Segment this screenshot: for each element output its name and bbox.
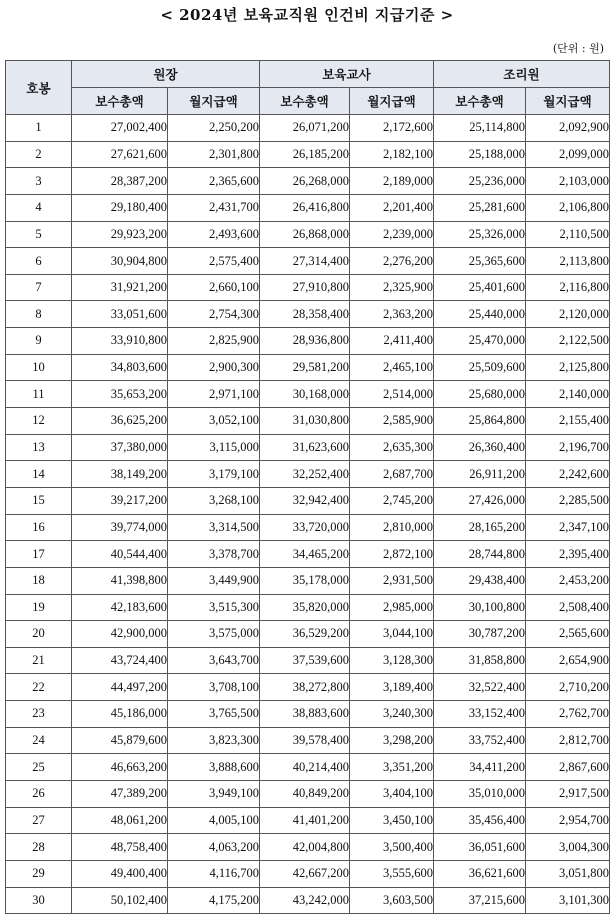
cell-teacher-monthly: 3,240,300: [350, 701, 434, 728]
cell-director-annual: 40,544,400: [72, 541, 168, 568]
cell-cook-annual: 35,456,400: [434, 807, 526, 834]
cell-teacher-annual: 32,252,400: [260, 461, 350, 488]
table-row: [6, 567, 610, 594]
cell-cook-annual: 30,100,800: [434, 594, 526, 621]
cell-director-annual: 30,904,800: [72, 248, 168, 275]
cell-step: 2: [6, 141, 72, 168]
cell-cook-monthly: 2,125,800: [526, 354, 610, 381]
cell-teacher-monthly: 2,411,400: [350, 328, 434, 355]
cell-director-monthly: 3,378,700: [168, 541, 260, 568]
cell-cook-annual: 25,236,000: [434, 168, 526, 195]
cell-director-monthly: 2,754,300: [168, 301, 260, 328]
cell-teacher-annual: 43,242,000: [260, 887, 350, 914]
cell-teacher-monthly: 3,189,400: [350, 674, 434, 701]
cell-director-monthly: 3,515,300: [168, 594, 260, 621]
cell-cook-monthly: 2,867,600: [526, 754, 610, 781]
cell-cook-monthly: 2,155,400: [526, 408, 610, 435]
cell-cook-annual: 35,010,000: [434, 781, 526, 808]
cell-cook-annual: 25,680,000: [434, 381, 526, 408]
table-row: [6, 807, 610, 834]
cell-cook-monthly: 2,103,000: [526, 168, 610, 195]
cell-step: 8: [6, 301, 72, 328]
cell-cook-annual: 25,114,800: [434, 115, 526, 142]
cell-director-monthly: 3,575,000: [168, 621, 260, 648]
cell-director-monthly: 2,493,600: [168, 221, 260, 248]
cell-director-annual: 36,625,200: [72, 408, 168, 435]
cell-cook-annual: 25,509,600: [434, 354, 526, 381]
cell-director-annual: 39,217,200: [72, 487, 168, 514]
cell-cook-annual: 36,621,600: [434, 860, 526, 887]
cell-cook-monthly: 2,196,700: [526, 434, 610, 461]
header-monthly-pay: 월지급액: [350, 88, 434, 115]
cell-cook-monthly: 3,051,800: [526, 860, 610, 887]
cell-cook-monthly: 2,242,600: [526, 461, 610, 488]
cell-director-monthly: 2,365,600: [168, 168, 260, 195]
cell-teacher-monthly: 2,201,400: [350, 194, 434, 221]
header-annual-total: 보수총액: [260, 88, 350, 115]
table-row: [6, 168, 610, 195]
cell-director-annual: 39,774,000: [72, 514, 168, 541]
cell-teacher-annual: 30,168,000: [260, 381, 350, 408]
cell-cook-monthly: 2,106,800: [526, 194, 610, 221]
table-row: [6, 381, 610, 408]
cell-step: 27: [6, 807, 72, 834]
cell-step: 19: [6, 594, 72, 621]
cell-teacher-annual: 38,272,800: [260, 674, 350, 701]
cell-teacher-annual: 34,465,200: [260, 541, 350, 568]
cell-director-monthly: 2,301,800: [168, 141, 260, 168]
cell-director-monthly: 2,250,200: [168, 115, 260, 142]
cell-teacher-annual: 37,539,600: [260, 647, 350, 674]
cell-director-monthly: 2,825,900: [168, 328, 260, 355]
cell-step: 20: [6, 621, 72, 648]
cell-teacher-monthly: 3,450,100: [350, 807, 434, 834]
cell-director-annual: 48,758,400: [72, 834, 168, 861]
cell-teacher-annual: 27,910,800: [260, 274, 350, 301]
cell-teacher-annual: 28,358,400: [260, 301, 350, 328]
cell-step: 16: [6, 514, 72, 541]
table-row: [6, 461, 610, 488]
header-monthly-pay: 월지급액: [526, 88, 610, 115]
table-row: [6, 887, 610, 914]
cell-teacher-annual: 35,820,000: [260, 594, 350, 621]
cell-director-annual: 42,183,600: [72, 594, 168, 621]
cell-cook-monthly: 2,099,000: [526, 141, 610, 168]
table-row: [6, 647, 610, 674]
cell-teacher-monthly: 2,363,200: [350, 301, 434, 328]
cell-teacher-monthly: 2,585,900: [350, 408, 434, 435]
cell-step: 6: [6, 248, 72, 275]
cell-director-annual: 41,398,800: [72, 567, 168, 594]
cell-teacher-monthly: 3,351,200: [350, 754, 434, 781]
cell-teacher-monthly: 3,044,100: [350, 621, 434, 648]
cell-teacher-monthly: 2,172,600: [350, 115, 434, 142]
unit-note: (단위 : 원): [552, 42, 604, 55]
table-row: [6, 541, 610, 568]
table-row: [6, 860, 610, 887]
cell-step: 11: [6, 381, 72, 408]
cell-director-monthly: 3,179,100: [168, 461, 260, 488]
cell-step: 7: [6, 274, 72, 301]
cell-teacher-annual: 27,314,400: [260, 248, 350, 275]
table-row: [6, 274, 610, 301]
cell-cook-annual: 25,440,000: [434, 301, 526, 328]
cell-cook-monthly: 2,654,900: [526, 647, 610, 674]
table-row: [6, 487, 610, 514]
table-row: [6, 754, 610, 781]
cell-teacher-monthly: 2,635,300: [350, 434, 434, 461]
header-monthly-pay: 월지급액: [168, 88, 260, 115]
table-row: [6, 194, 610, 221]
cell-cook-monthly: 2,917,500: [526, 781, 610, 808]
table-row: [6, 727, 610, 754]
cell-director-monthly: 2,431,700: [168, 194, 260, 221]
cell-step: 24: [6, 727, 72, 754]
cell-cook-annual: 25,401,600: [434, 274, 526, 301]
cell-director-annual: 31,921,200: [72, 274, 168, 301]
cell-cook-monthly: 2,113,800: [526, 248, 610, 275]
cell-cook-annual: 34,411,200: [434, 754, 526, 781]
cell-director-annual: 33,051,600: [72, 301, 168, 328]
cell-cook-monthly: 2,140,000: [526, 381, 610, 408]
cell-director-monthly: 4,175,200: [168, 887, 260, 914]
cell-teacher-annual: 33,720,000: [260, 514, 350, 541]
cell-step: 29: [6, 860, 72, 887]
cell-teacher-annual: 26,416,800: [260, 194, 350, 221]
header-group-cook: 조리원: [434, 61, 610, 88]
cell-teacher-monthly: 3,603,500: [350, 887, 434, 914]
cell-step: 10: [6, 354, 72, 381]
table-row: [6, 594, 610, 621]
cell-teacher-annual: 31,030,800: [260, 408, 350, 435]
table-row: [6, 514, 610, 541]
cell-step: 17: [6, 541, 72, 568]
cell-teacher-monthly: 2,239,000: [350, 221, 434, 248]
cell-director-annual: 27,002,400: [72, 115, 168, 142]
table-body: [6, 115, 610, 914]
table-row: [6, 248, 610, 275]
cell-cook-monthly: 2,710,200: [526, 674, 610, 701]
table-row: [6, 328, 610, 355]
cell-teacher-monthly: 2,931,500: [350, 567, 434, 594]
cell-director-annual: 27,621,600: [72, 141, 168, 168]
cell-cook-annual: 32,522,400: [434, 674, 526, 701]
cell-step: 14: [6, 461, 72, 488]
cell-director-annual: 33,910,800: [72, 328, 168, 355]
cell-teacher-monthly: 2,325,900: [350, 274, 434, 301]
cell-teacher-monthly: 3,500,400: [350, 834, 434, 861]
cell-director-annual: 37,380,000: [72, 434, 168, 461]
cell-teacher-monthly: 2,465,100: [350, 354, 434, 381]
cell-cook-monthly: 3,004,300: [526, 834, 610, 861]
cell-step: 22: [6, 674, 72, 701]
cell-director-annual: 43,724,400: [72, 647, 168, 674]
cell-cook-annual: 33,752,400: [434, 727, 526, 754]
cell-cook-annual: 36,051,600: [434, 834, 526, 861]
cell-cook-annual: 28,165,200: [434, 514, 526, 541]
salary-table: [5, 60, 610, 914]
cell-cook-monthly: 2,508,400: [526, 594, 610, 621]
cell-teacher-annual: 26,868,000: [260, 221, 350, 248]
cell-cook-annual: 37,215,600: [434, 887, 526, 914]
cell-teacher-monthly: 3,555,600: [350, 860, 434, 887]
cell-teacher-annual: 40,849,200: [260, 781, 350, 808]
cell-step: 21: [6, 647, 72, 674]
cell-step: 18: [6, 567, 72, 594]
cell-cook-annual: 25,281,600: [434, 194, 526, 221]
cell-director-monthly: 3,268,100: [168, 487, 260, 514]
cell-director-annual: 38,149,200: [72, 461, 168, 488]
cell-teacher-monthly: 2,276,200: [350, 248, 434, 275]
cell-director-monthly: 3,708,100: [168, 674, 260, 701]
cell-teacher-annual: 36,529,200: [260, 621, 350, 648]
cell-step: 15: [6, 487, 72, 514]
cell-teacher-monthly: 2,189,000: [350, 168, 434, 195]
cell-cook-monthly: 2,762,700: [526, 701, 610, 728]
header-row-sub: [6, 88, 610, 115]
cell-director-annual: 45,186,000: [72, 701, 168, 728]
cell-director-annual: 50,102,400: [72, 887, 168, 914]
table-row: [6, 434, 610, 461]
cell-cook-monthly: 2,092,900: [526, 115, 610, 142]
cell-director-monthly: 2,900,300: [168, 354, 260, 381]
cell-teacher-annual: 40,214,400: [260, 754, 350, 781]
cell-teacher-monthly: 2,985,000: [350, 594, 434, 621]
cell-director-annual: 28,387,200: [72, 168, 168, 195]
cell-step: 4: [6, 194, 72, 221]
table-header: [6, 61, 610, 115]
table-row: [6, 221, 610, 248]
cell-director-annual: 29,923,200: [72, 221, 168, 248]
cell-director-monthly: 2,575,400: [168, 248, 260, 275]
cell-cook-annual: 28,744,800: [434, 541, 526, 568]
cell-director-monthly: 3,314,500: [168, 514, 260, 541]
cell-director-monthly: 3,765,500: [168, 701, 260, 728]
cell-director-monthly: 3,052,100: [168, 408, 260, 435]
table-row: [6, 701, 610, 728]
cell-teacher-annual: 31,623,600: [260, 434, 350, 461]
cell-director-annual: 49,400,400: [72, 860, 168, 887]
cell-teacher-annual: 41,401,200: [260, 807, 350, 834]
cell-cook-annual: 33,152,400: [434, 701, 526, 728]
cell-teacher-annual: 42,004,800: [260, 834, 350, 861]
cell-teacher-annual: 28,936,800: [260, 328, 350, 355]
cell-director-monthly: 3,115,000: [168, 434, 260, 461]
table-row: [6, 354, 610, 381]
cell-director-annual: 42,900,000: [72, 621, 168, 648]
cell-cook-monthly: 2,453,200: [526, 567, 610, 594]
cell-teacher-annual: 39,578,400: [260, 727, 350, 754]
cell-director-annual: 29,180,400: [72, 194, 168, 221]
cell-teacher-monthly: 2,182,100: [350, 141, 434, 168]
cell-cook-annual: 26,911,200: [434, 461, 526, 488]
cell-director-monthly: 4,005,100: [168, 807, 260, 834]
cell-director-annual: 47,389,200: [72, 781, 168, 808]
cell-cook-annual: 25,326,000: [434, 221, 526, 248]
header-row-groups: [6, 61, 610, 88]
cell-cook-annual: 25,188,000: [434, 141, 526, 168]
cell-teacher-annual: 26,071,200: [260, 115, 350, 142]
cell-cook-monthly: 2,120,000: [526, 301, 610, 328]
cell-director-annual: 44,497,200: [72, 674, 168, 701]
header-annual-total: 보수총액: [72, 88, 168, 115]
cell-director-monthly: 3,643,700: [168, 647, 260, 674]
cell-teacher-monthly: 2,514,000: [350, 381, 434, 408]
table-row: [6, 115, 610, 142]
cell-teacher-annual: 29,581,200: [260, 354, 350, 381]
cell-teacher-annual: 42,667,200: [260, 860, 350, 887]
cell-teacher-annual: 38,883,600: [260, 701, 350, 728]
cell-cook-annual: 31,858,800: [434, 647, 526, 674]
cell-cook-monthly: 2,285,500: [526, 487, 610, 514]
table-row: [6, 834, 610, 861]
cell-teacher-monthly: 3,404,100: [350, 781, 434, 808]
cell-cook-annual: 25,470,000: [434, 328, 526, 355]
cell-cook-annual: 30,787,200: [434, 621, 526, 648]
cell-director-monthly: 3,823,300: [168, 727, 260, 754]
cell-director-monthly: 3,888,600: [168, 754, 260, 781]
table-row: [6, 141, 610, 168]
cell-director-annual: 46,663,200: [72, 754, 168, 781]
document-title: < 2024년 보육교직원 인건비 지급기준 >: [160, 6, 454, 24]
cell-director-annual: 34,803,600: [72, 354, 168, 381]
cell-cook-annual: 27,426,000: [434, 487, 526, 514]
cell-step: 5: [6, 221, 72, 248]
cell-step: 13: [6, 434, 72, 461]
cell-step: 12: [6, 408, 72, 435]
table-row: [6, 674, 610, 701]
cell-cook-monthly: 3,101,300: [526, 887, 610, 914]
cell-teacher-annual: 35,178,000: [260, 567, 350, 594]
cell-step: 26: [6, 781, 72, 808]
table-row: [6, 781, 610, 808]
cell-director-annual: 35,653,200: [72, 381, 168, 408]
cell-cook-monthly: 2,565,600: [526, 621, 610, 648]
header-group-teacher: 보육교사: [260, 61, 434, 88]
cell-director-monthly: 4,116,700: [168, 860, 260, 887]
cell-step: 23: [6, 701, 72, 728]
cell-cook-monthly: 2,116,800: [526, 274, 610, 301]
table-row: [6, 408, 610, 435]
cell-cook-monthly: 2,110,500: [526, 221, 610, 248]
header-group-director: 원장: [72, 61, 260, 88]
cell-cook-annual: 25,365,600: [434, 248, 526, 275]
cell-step: 25: [6, 754, 72, 781]
cell-cook-monthly: 2,347,100: [526, 514, 610, 541]
cell-director-monthly: 2,660,100: [168, 274, 260, 301]
cell-cook-monthly: 2,954,700: [526, 807, 610, 834]
cell-step: 9: [6, 328, 72, 355]
cell-teacher-annual: 26,268,000: [260, 168, 350, 195]
cell-director-monthly: 2,971,100: [168, 381, 260, 408]
cell-director-monthly: 3,449,900: [168, 567, 260, 594]
cell-cook-annual: 25,864,800: [434, 408, 526, 435]
cell-step: 30: [6, 887, 72, 914]
cell-teacher-monthly: 2,810,000: [350, 514, 434, 541]
cell-cook-annual: 29,438,400: [434, 567, 526, 594]
cell-director-annual: 45,879,600: [72, 727, 168, 754]
cell-director-annual: 48,061,200: [72, 807, 168, 834]
cell-cook-annual: 26,360,400: [434, 434, 526, 461]
cell-teacher-annual: 26,185,200: [260, 141, 350, 168]
cell-teacher-monthly: 3,298,200: [350, 727, 434, 754]
cell-teacher-annual: 32,942,400: [260, 487, 350, 514]
cell-director-monthly: 4,063,200: [168, 834, 260, 861]
cell-step: 3: [6, 168, 72, 195]
cell-cook-monthly: 2,395,400: [526, 541, 610, 568]
header-annual-total: 보수총액: [434, 88, 526, 115]
cell-director-monthly: 3,949,100: [168, 781, 260, 808]
table-row: [6, 301, 610, 328]
cell-teacher-monthly: 3,128,300: [350, 647, 434, 674]
cell-teacher-monthly: 2,687,700: [350, 461, 434, 488]
cell-teacher-monthly: 2,872,100: [350, 541, 434, 568]
cell-step: 1: [6, 115, 72, 142]
cell-teacher-monthly: 2,745,200: [350, 487, 434, 514]
table-row: [6, 621, 610, 648]
cell-cook-monthly: 2,122,500: [526, 328, 610, 355]
cell-cook-monthly: 2,812,700: [526, 727, 610, 754]
cell-step: 28: [6, 834, 72, 861]
header-step: 호봉: [6, 61, 72, 115]
